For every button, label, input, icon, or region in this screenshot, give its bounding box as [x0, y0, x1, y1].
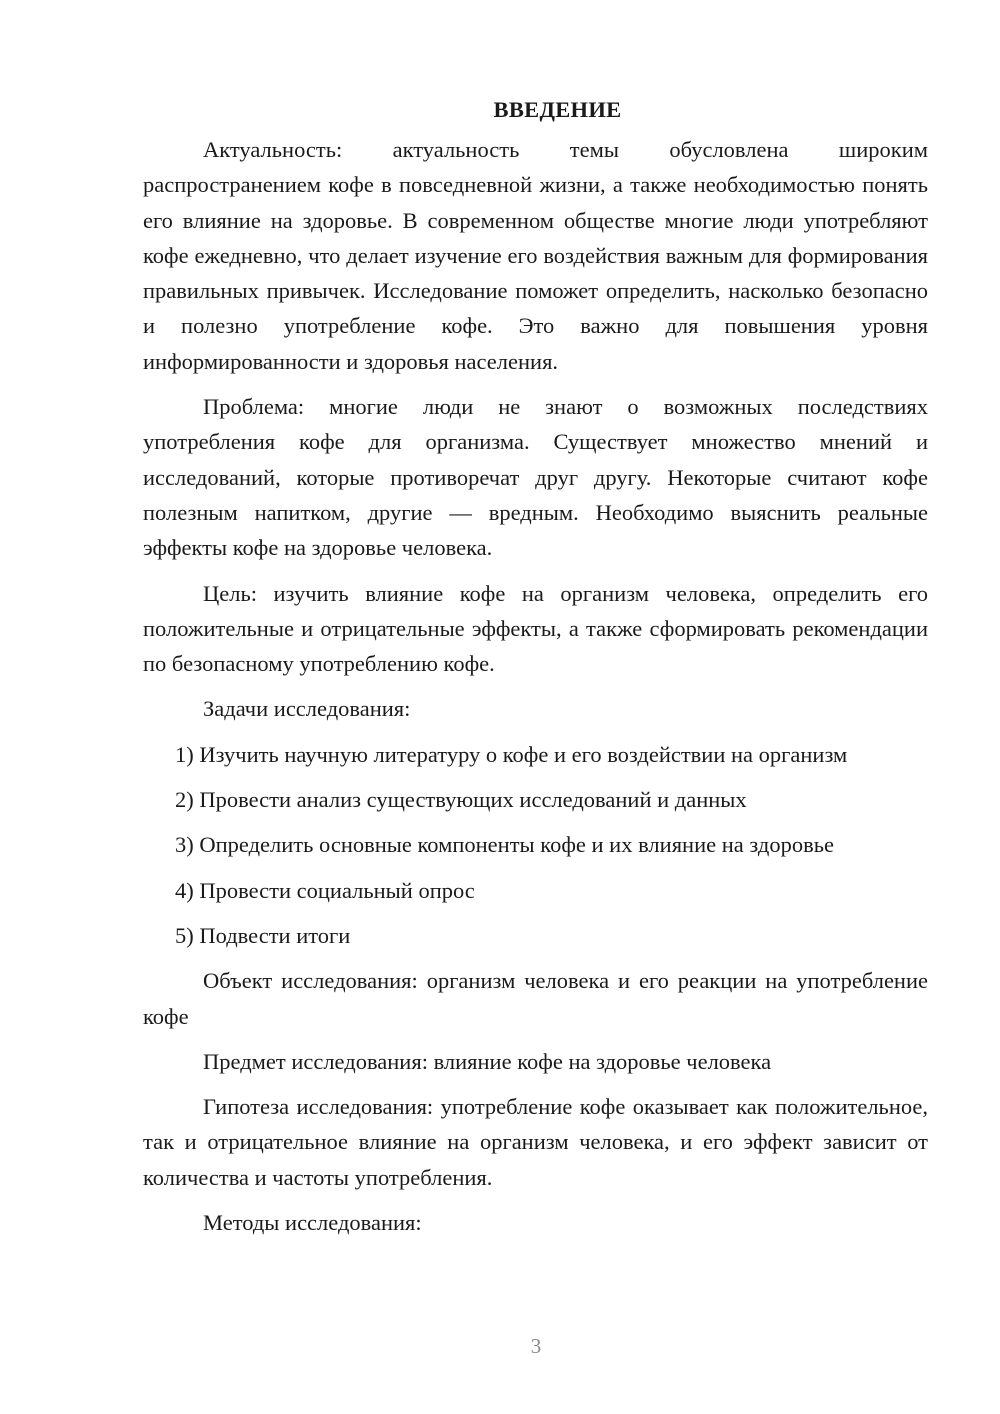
problem-paragraph: Проблема: многие люди не знают о возможных последствиях употребления кофе для организма. Существует множество мнений и исследований, которые противоречат друг другу. Некоторые считают кофе полезным напитком, другие — вредным. Необходимо выяснить реальные эффекты кофе на здоровье человека. — [143, 394, 928, 561]
object-paragraph: Объект исследования: организм человека и его реакции на употребление кофе — [143, 968, 928, 1029]
section-heading: ВВЕДЕНИЕ — [493, 97, 622, 122]
tasks-intro: Задачи исследования: — [203, 696, 411, 722]
tasks-list — [143, 737, 928, 953]
relevance-paragraph: Актуальность: актуальность темы обусловлена широким распространением кофе в повседневной жизни, а также необходимостью понять его влияние на здоровье. В современном обществе многие люди употребляют кофе ежедневно, что делает изучение его воздействия важным для формирования правильных привычек. Исследование поможет определить, насколько безопасно и полезно употребление кофе. Это важно для повышения уровня информированности и здоровья населения. — [143, 137, 928, 374]
task-item-1: 1) Изучить научную литературу о кофе и его воздействии на организм — [175, 741, 848, 767]
task-item-3: 3) Определить основные компоненты кофе и их влияние на здоровье — [175, 832, 834, 858]
goal-paragraph: Цель: изучить влияние кофе на организм человека, определить его положительные и отрицательные эффекты, а также сформировать рекомендации по безопасному употреблению кофе. — [143, 580, 928, 677]
page-number: 3 — [530, 1334, 542, 1358]
subject-paragraph: Предмет исследования: влияние кофе на здоровье человека — [203, 1048, 772, 1074]
hypothesis-paragraph: Гипотеза исследования: употребление кофе оказывает как положительное, так и отрицательное влияние на организм человека, и его эффект зависит от количества и частоты употребления. — [143, 1094, 928, 1190]
task-item-2: 2) Провести анализ существующих исследований и данных — [175, 787, 747, 813]
methods-paragraph: Методы исследования: — [203, 1210, 422, 1236]
document-page — [143, 92, 928, 1250]
task-item-4: 4) Провести социальный опрос — [175, 877, 475, 903]
task-item-5: 5) Подвести итоги — [175, 922, 351, 948]
